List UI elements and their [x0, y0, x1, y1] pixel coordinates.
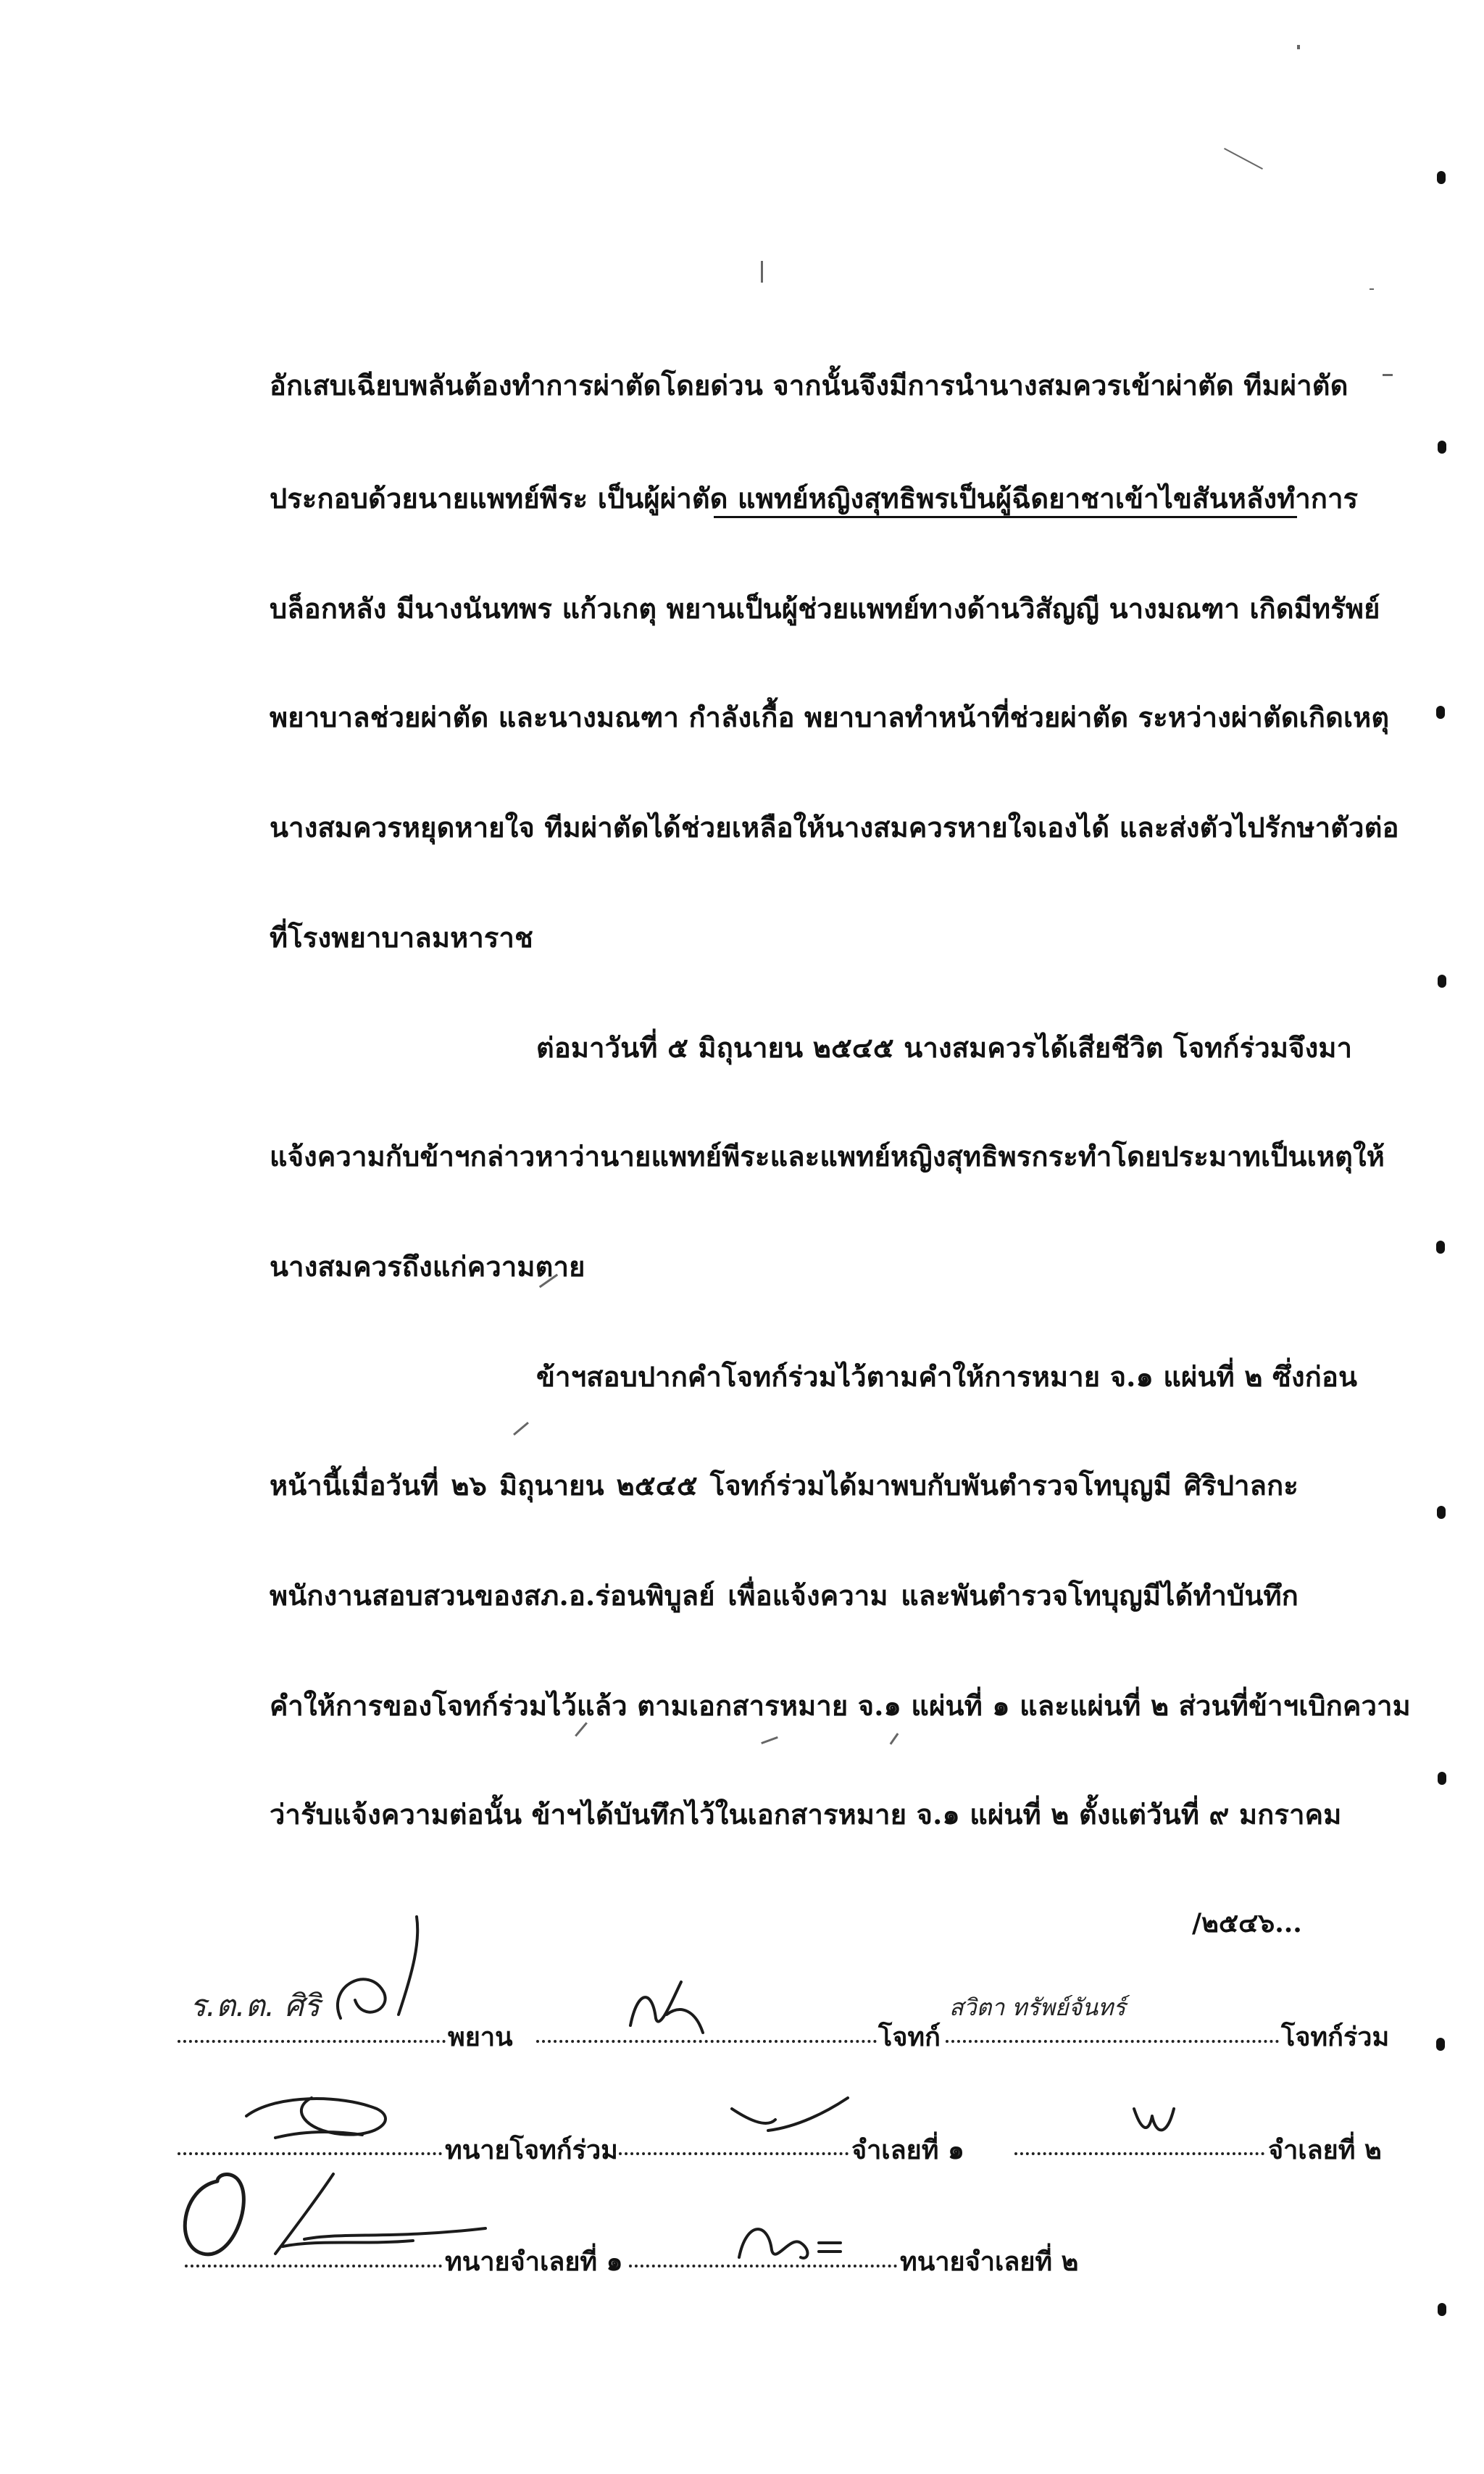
co-plaintiff-lawyer-signature: [232, 2065, 406, 2145]
scan-speck: [1297, 45, 1300, 49]
body-line-10: ข้าฯสอบปากคำโจทก์ร่วมไว้ตามคำให้การหมาย จ.๑ แผ่นที่ ๒ ซึ่งก่อน: [536, 1360, 1358, 1393]
co-plaintiff-lawyer-signature-line: [178, 2152, 442, 2155]
co-plaintiff-label: โจทก์ร่วม: [1281, 2022, 1390, 2052]
margin-mark: [1437, 1506, 1446, 1519]
plaintiff-handwritten-signature: สวิตา ทรัพย์จันทร์: [949, 1994, 1126, 2021]
body-line-8: แจ้งความกับข้าฯกล่าวหาว่านายแพทย์พีระและแพทย์หญิงสุทธิพรกระทำโดยประมาทเป็นเหตุให้: [270, 1140, 1385, 1173]
body-line-11: หน้านี้เมื่อวันที่ ๒๖ มิถุนายน ๒๕๔๕ โจทก์ร่วมได้มาพบกับพันตำรวจโทบุญมี ศิริปาลกะ: [270, 1469, 1298, 1502]
body-line-14: ว่ารับแจ้งความต่อนั้น ข้าฯได้บันทึกไว้ในเอกสารหมาย จ.๑ แผ่นที่ ๒ ตั้งแต่วันที่ ๙ มกราคม: [270, 1798, 1342, 1830]
defendant1-signature-line: [613, 2152, 849, 2155]
second-witness-signature: [623, 1975, 710, 2040]
margin-mark: [1438, 975, 1446, 988]
margin-mark: [1436, 1241, 1445, 1254]
scan-speck: [890, 1733, 899, 1744]
scan-speck: [1383, 374, 1393, 376]
body-line-3: บล็อกหลัง มีนางนันทพร แก้วเกตุ พยานเป็นผู้ช่วยแพทย์ทางด้านวิสัญญี นางมณฑา เกิดมีทรัพย์: [270, 592, 1380, 625]
margin-mark: [1438, 441, 1446, 454]
plaintiff-signature-line: [536, 2040, 877, 2043]
defendant1-lawyer-label: ทนายจำเลยที่ ๑: [445, 2246, 623, 2277]
defendant2-signature: [1127, 2102, 1185, 2145]
defendant2-label: จำเลยที่ ๒: [1268, 2135, 1382, 2165]
margin-mark: [1437, 171, 1446, 184]
body-line-12: พนักงานสอบสวนของสภ.อ.ร่อนพิบูลย์ เพื่อแจ้งความ และพันตำรวจโทบุญมีได้ทำบันทึก: [270, 1579, 1298, 1612]
body-line-13: คำให้การของโจทก์ร่วมไว้แล้ว ตามเอกสารหมาย จ.๑ แผ่นที่ ๑ และแผ่นที่ ๒ ส่วนที่ข้าฯเบิกความ: [270, 1689, 1411, 1722]
margin-mark: [1436, 2038, 1445, 2051]
witness-signature-flourish: [304, 1913, 442, 2036]
witness-label: พยาน: [448, 2022, 513, 2052]
body-line-4: พยาบาลช่วยผ่าตัด และนางมณฑา กำลังเกื้อ พยาบาลทำหน้าที่ช่วยผ่าตัด ระหว่างผ่าตัดเกิดเหตุ: [270, 701, 1390, 733]
defendant2-signature-line: [1014, 2152, 1264, 2155]
body-line-5: นางสมควรหยุดหายใจ ทีมผ่าตัดได้ช่วยเหลือให้นางสมควรหายใจเองได้ และส่งตัวไปรักษาตัวต่อ: [270, 811, 1399, 844]
scan-speck: [575, 1722, 588, 1736]
scan-speck: [513, 1422, 529, 1436]
witness-handwritten-signature: ร.ต.ต. ศิริ: [190, 1988, 320, 2023]
co-plaintiff-signature-line: [946, 2040, 1279, 2043]
margin-mark: [1438, 2303, 1446, 2316]
scan-speck: [1224, 148, 1263, 170]
scan-speck: [1370, 288, 1374, 290]
body-line-7: ต่อมาวันที่ ๕ มิถุนายน ๒๕๔๕ นางสมควรได้เสียชีวิต โจทก์ร่วมจึงมา: [536, 1031, 1353, 1064]
defendant1-lawyer-signature: [174, 2159, 493, 2275]
body-line-6: ที่โรงพยาบาลมหาราช: [270, 921, 533, 954]
defendant1-label: จำเลยที่ ๑: [851, 2135, 964, 2165]
body-line-1: อักเสบเฉียบพลันต้องทำการผ่าตัดโดยด่วน จากนั้นจึงมีการนำนางสมควรเข้าผ่าตัด ทีมผ่าตัด: [270, 369, 1348, 401]
page-continuation-marker: /๒๕๔๖...: [1192, 1908, 1302, 1938]
scan-speck: [761, 261, 763, 283]
scan-speck: [761, 1736, 778, 1744]
co-plaintiff-lawyer-label: ทนายโจทก์ร่วม: [445, 2135, 618, 2165]
handwritten-underline: [714, 516, 1297, 518]
plaintiff-label: โจทก์: [878, 2022, 941, 2052]
witness-signature-line: [178, 2040, 446, 2043]
defendant2-lawyer-label: ทนายจำเลยที่ ๒: [900, 2246, 1079, 2277]
defendant1-signature: [725, 2087, 855, 2138]
margin-mark: [1438, 1772, 1446, 1785]
defendant2-lawyer-signature: [732, 2214, 862, 2272]
margin-mark: [1436, 706, 1445, 719]
body-line-2: ประกอบด้วยนายแพทย์พีระ เป็นผู้ผ่าตัด แพทย์หญิงสุทธิพรเป็นผู้ฉีดยาชาเข้าไขสันหลังทำการ: [270, 482, 1359, 515]
body-line-9: นางสมควรถึงแก่ความตาย: [270, 1250, 585, 1283]
